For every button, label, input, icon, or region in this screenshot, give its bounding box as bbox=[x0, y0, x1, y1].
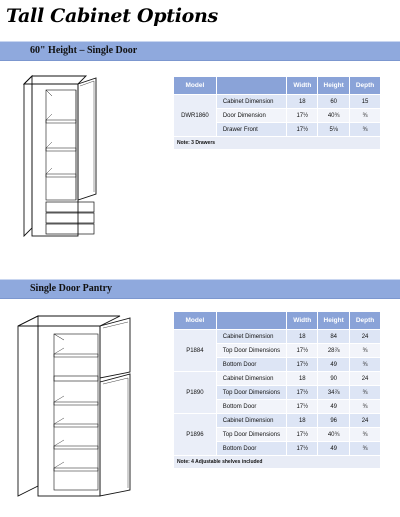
column-header: Height bbox=[318, 312, 350, 330]
width-value: 18 bbox=[287, 372, 318, 386]
model-cell: P1890 bbox=[174, 372, 217, 414]
model-cell: DWR1860 bbox=[174, 95, 217, 137]
width-value: 17½ bbox=[287, 442, 318, 456]
section-title: Single Door Pantry bbox=[30, 283, 113, 294]
spec-table-pantry bbox=[173, 311, 381, 469]
height-value: 5⅛ bbox=[318, 123, 350, 137]
dimension-label: Top Door Dimensions bbox=[216, 344, 287, 358]
dimension-label: Top Door Dimensions bbox=[216, 428, 287, 442]
table-note: Note: 4 Adjustable shelves included bbox=[174, 456, 381, 469]
height-value: 49 bbox=[318, 400, 350, 414]
column-header: Width bbox=[287, 77, 318, 95]
section-title: 60" Height – Single Door bbox=[30, 45, 138, 56]
depth-value: ¾ bbox=[350, 400, 381, 414]
width-value: 18 bbox=[287, 95, 318, 109]
column-header: Height bbox=[318, 77, 350, 95]
dimension-label: Bottom Door bbox=[216, 442, 287, 456]
table-row bbox=[174, 414, 381, 428]
width-value: 17½ bbox=[287, 400, 318, 414]
single-door-cabinet-drawing bbox=[18, 70, 133, 248]
model-cell: P1896 bbox=[174, 414, 217, 456]
width-value: 17½ bbox=[287, 123, 318, 137]
height-value: 34⅞ bbox=[318, 386, 350, 400]
dimension-label: Cabinet Dimension bbox=[216, 95, 287, 109]
dimension-label: Bottom Door bbox=[216, 400, 287, 414]
depth-value: ¾ bbox=[350, 123, 381, 137]
column-header bbox=[216, 77, 287, 95]
height-value: 96 bbox=[318, 414, 350, 428]
width-value: 17½ bbox=[287, 386, 318, 400]
table-note: Note: 3 Drawers bbox=[174, 137, 381, 150]
dimension-label: Bottom Door bbox=[216, 358, 287, 372]
depth-value: ¾ bbox=[350, 109, 381, 123]
depth-value: 24 bbox=[350, 414, 381, 428]
height-value: 60 bbox=[318, 95, 350, 109]
table-header-row bbox=[174, 77, 381, 95]
dimension-label: Cabinet Dimension bbox=[216, 372, 287, 386]
width-value: 17½ bbox=[287, 428, 318, 442]
column-header: Depth bbox=[350, 312, 381, 330]
depth-value: 24 bbox=[350, 330, 381, 344]
width-value: 17½ bbox=[287, 109, 318, 123]
table-note-row bbox=[174, 137, 381, 150]
dimension-label: Drawer Front bbox=[216, 123, 287, 137]
column-header: Model bbox=[174, 77, 217, 95]
section-header-single-door bbox=[0, 41, 400, 61]
height-value: 28⅞ bbox=[318, 344, 350, 358]
column-header: Width bbox=[287, 312, 318, 330]
depth-value: 15 bbox=[350, 95, 381, 109]
depth-value: ¾ bbox=[350, 358, 381, 372]
table-row bbox=[174, 372, 381, 386]
column-header: Model bbox=[174, 312, 217, 330]
depth-value: ¾ bbox=[350, 344, 381, 358]
column-header: Depth bbox=[350, 77, 381, 95]
dimension-label: Cabinet Dimension bbox=[216, 330, 287, 344]
height-value: 84 bbox=[318, 330, 350, 344]
height-value: 49 bbox=[318, 358, 350, 372]
column-header bbox=[216, 312, 287, 330]
section-header-single-door-pantry bbox=[0, 279, 400, 299]
spec-table-single-door bbox=[173, 76, 381, 150]
depth-value: ¾ bbox=[350, 442, 381, 456]
dimension-label: Cabinet Dimension bbox=[216, 414, 287, 428]
table-row bbox=[174, 95, 381, 109]
table-row bbox=[174, 330, 381, 344]
depth-value: 24 bbox=[350, 372, 381, 386]
width-value: 18 bbox=[287, 330, 318, 344]
width-value: 17½ bbox=[287, 358, 318, 372]
height-value: 40¾ bbox=[318, 109, 350, 123]
width-value: 17½ bbox=[287, 344, 318, 358]
height-value: 90 bbox=[318, 372, 350, 386]
pantry-cabinet-drawing bbox=[8, 310, 148, 505]
dimension-label: Top Door Dimensions bbox=[216, 386, 287, 400]
height-value: 40¾ bbox=[318, 428, 350, 442]
depth-value: ¾ bbox=[350, 386, 381, 400]
page-title: Tall Cabinet Options bbox=[6, 5, 218, 27]
width-value: 18 bbox=[287, 414, 318, 428]
depth-value: ¾ bbox=[350, 428, 381, 442]
table-header-row bbox=[174, 312, 381, 330]
model-cell: P1884 bbox=[174, 330, 217, 372]
table-note-row bbox=[174, 456, 381, 469]
dimension-label: Door Dimension bbox=[216, 109, 287, 123]
height-value: 49 bbox=[318, 442, 350, 456]
